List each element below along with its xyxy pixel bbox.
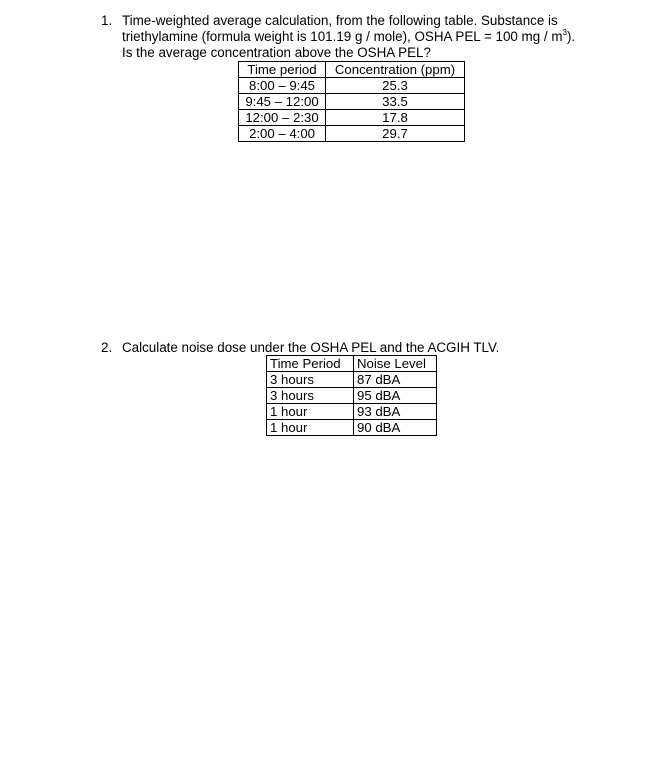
concentration-cell: 29.7 — [326, 126, 465, 142]
concentration-cell: 25.3 — [326, 78, 465, 94]
noise-level-cell: 87 dBA — [354, 372, 437, 388]
concentration-cell: 17.8 — [326, 110, 465, 126]
concentration-cell: 33.5 — [326, 94, 465, 110]
table-row — [239, 126, 465, 142]
duration-cell: 3 hours — [267, 372, 354, 388]
header-time-period: Time period — [239, 62, 326, 78]
duration-cell: 1 hour — [267, 420, 354, 436]
table-header-row — [239, 62, 465, 78]
time-period-cell: 8:00 – 9:45 — [239, 78, 326, 94]
time-period-cell: 2:00 – 4:00 — [239, 126, 326, 142]
header-time-period: Time Period — [267, 356, 354, 372]
duration-cell: 3 hours — [267, 388, 354, 404]
header-concentration: Concentration (ppm) — [326, 62, 465, 78]
table-row — [239, 78, 465, 94]
question-1-line-2-main: triethylamine (formula weight is 101.19 g / mole), OSHA PEL = 100 mg / m — [122, 29, 563, 44]
table-header-row — [267, 356, 437, 372]
table-row — [267, 404, 437, 420]
question-1-text — [122, 13, 575, 61]
concentration-table — [238, 61, 465, 142]
noise-level-cell: 90 dBA — [354, 420, 437, 436]
table-row — [267, 372, 437, 388]
table-row — [267, 420, 437, 436]
question-1-number: 1. — [101, 13, 113, 28]
question-1-line-3: Is the average concentration above the OSHA PEL? — [122, 45, 431, 60]
question-1-line-2-end: ). — [566, 29, 576, 44]
table-row — [239, 110, 465, 126]
superscript-3: 3 — [562, 28, 567, 37]
question-1-line-2 — [122, 29, 575, 45]
duration-cell: 1 hour — [267, 404, 354, 420]
time-period-cell: 12:00 – 2:30 — [239, 110, 326, 126]
header-noise-level: Noise Level — [354, 356, 437, 372]
noise-level-cell: 93 dBA — [354, 404, 437, 420]
question-2-text — [122, 340, 499, 356]
question-2-line-1: Calculate noise dose under the OSHA PEL and the ACGIH TLV. — [122, 340, 500, 355]
table-row — [267, 388, 437, 404]
noise-level-cell: 95 dBA — [354, 388, 437, 404]
time-period-cell: 9:45 – 12:00 — [239, 94, 326, 110]
table-row — [239, 94, 465, 110]
noise-level-table — [266, 355, 437, 436]
question-1-line-1: Time-weighted average calculation, from the following table. Substance is — [122, 13, 558, 28]
question-2-number: 2. — [101, 340, 113, 355]
